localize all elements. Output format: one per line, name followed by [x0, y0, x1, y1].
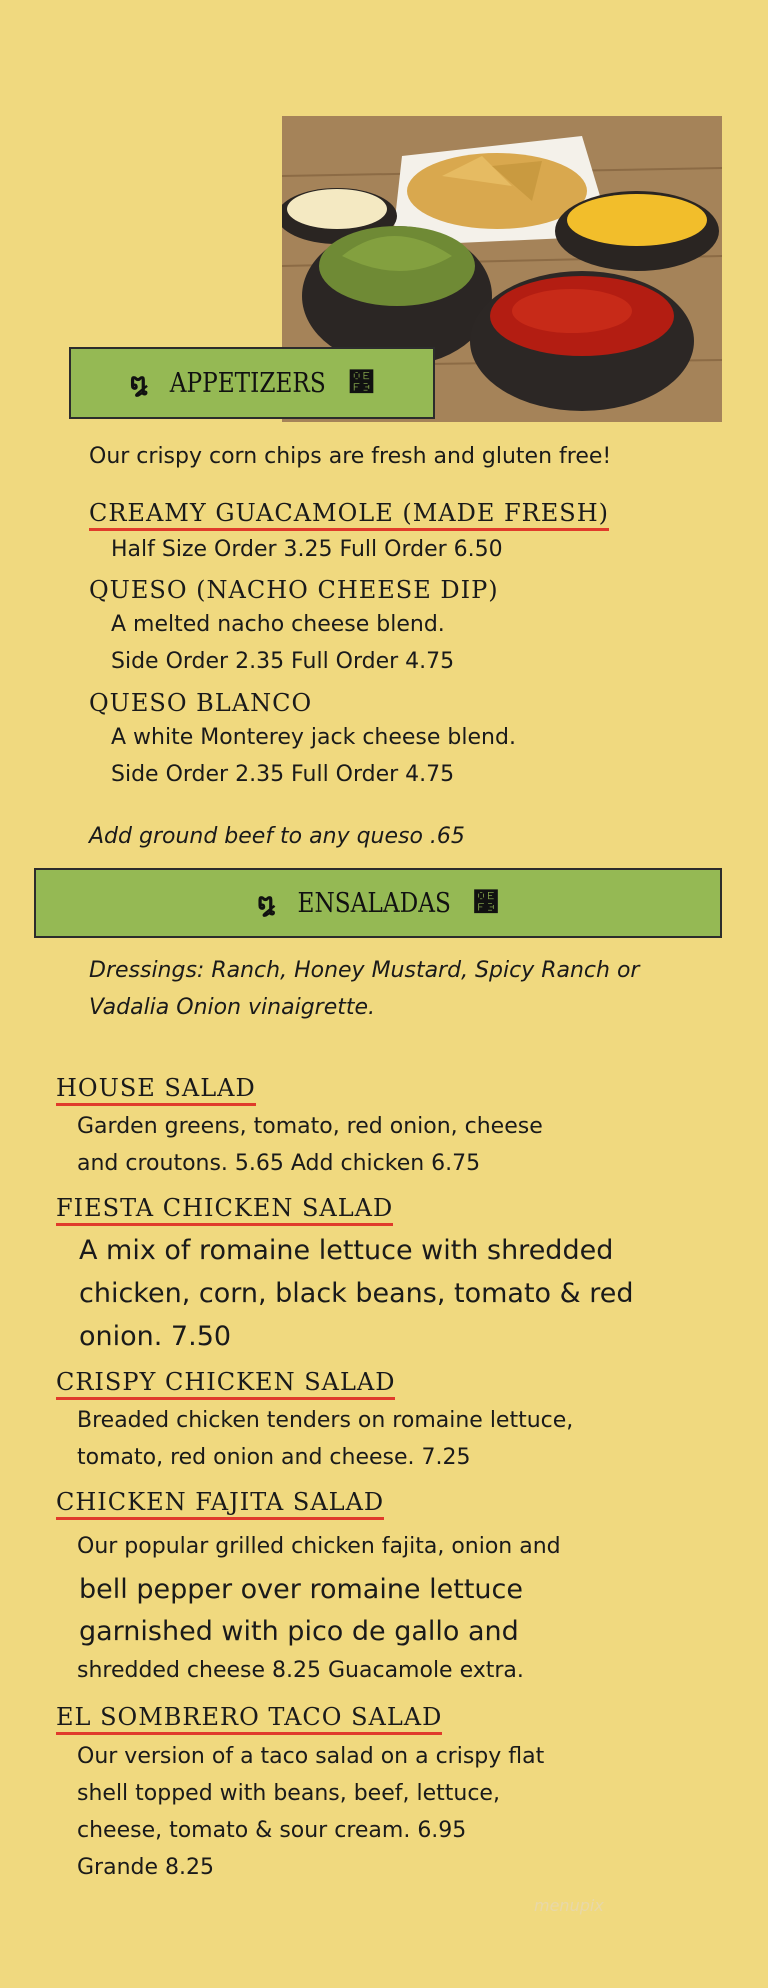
- item-name-fiesta-chicken-salad: FIESTA CHICKEN SALAD: [56, 1194, 393, 1226]
- item-desc-crispy-1: Breaded chicken tenders on romaine lettuce,: [77, 1408, 574, 1433]
- item-name-el-sombrero-taco-salad: EL SOMBRERO TACO SALAD: [56, 1703, 442, 1735]
- item-desc-house-salad-2: and croutons. 5.65 Add chicken 6.75: [77, 1151, 481, 1176]
- appetizers-banner: [69, 347, 435, 419]
- item-desc-fajita-2: bell pepper over romaine lettuce: [79, 1574, 523, 1605]
- item-price-guacamole: Half Size Order 3.25 Full Order 6.50: [111, 537, 503, 562]
- item-desc-crispy-2: tomato, red onion and cheese. 7.25: [77, 1445, 471, 1470]
- item-desc-taco-1: Our version of a taco salad on a crispy flat: [77, 1744, 545, 1769]
- ensaladas-banner: [34, 868, 722, 938]
- item-name-queso-blanco: QUESO BLANCO: [89, 689, 313, 717]
- appetizers-intro: Our crispy corn chips are fresh and gluten free!: [89, 444, 612, 469]
- item-desc-queso-blanco: A white Monterey jack cheese blend.: [111, 725, 516, 750]
- ornament-right-icon: ໳: [472, 888, 499, 918]
- item-desc-fiesta-2: chicken, corn, black beans, tomato & red: [79, 1278, 634, 1309]
- item-desc-queso: A melted nacho cheese blend.: [111, 612, 445, 637]
- item-desc-fiesta-3: onion. 7.50: [79, 1321, 232, 1352]
- item-price-queso: Side Order 2.35 Full Order 4.75: [111, 649, 455, 674]
- item-name-crispy-chicken-salad: CRISPY CHICKEN SALAD: [56, 1368, 395, 1400]
- item-price-queso-blanco: Side Order 2.35 Full Order 4.75: [111, 762, 455, 787]
- section-title-ensaladas: ENSALADAS: [297, 887, 451, 919]
- item-desc-fajita-1: Our popular grilled chicken fajita, onion and: [77, 1534, 561, 1559]
- ornament-right-icon: ໳: [348, 368, 375, 398]
- item-name-house-salad: HOUSE SALAD: [56, 1074, 256, 1106]
- item-desc-taco-2: shell topped with beans, beef, lettuce,: [77, 1781, 500, 1806]
- section-title-appetizers: APPETIZERS: [169, 367, 326, 399]
- dressings-line-2: Vadalia Onion vinaigrette.: [89, 995, 376, 1020]
- item-desc-fajita-3: garnished with pico de gallo and: [79, 1616, 519, 1647]
- item-desc-fiesta-1: A mix of romaine lettuce with shredded: [79, 1235, 614, 1266]
- ornament-left-icon: ໘: [257, 888, 275, 918]
- item-desc-taco-4: Grande 8.25: [77, 1855, 214, 1880]
- ornament-left-icon: ໘: [129, 368, 147, 398]
- item-desc-taco-3: cheese, tomato & sour cream. 6.95: [77, 1818, 467, 1843]
- item-desc-fajita-4: shredded cheese 8.25 Guacamole extra.: [77, 1658, 524, 1683]
- watermark: menupix: [534, 1896, 604, 1915]
- dressings-line-1: Dressings: Ranch, Honey Mustard, Spicy Ranch or: [89, 958, 640, 983]
- item-name-queso: QUESO (NACHO CHEESE DIP): [89, 576, 499, 604]
- item-name-guacamole: CREAMY GUACAMOLE (MADE FRESH): [89, 499, 609, 531]
- queso-beef-note: Add ground beef to any queso .65: [89, 824, 465, 849]
- item-name-chicken-fajita-salad: CHICKEN FAJITA SALAD: [56, 1488, 384, 1520]
- item-desc-house-salad-1: Garden greens, tomato, red onion, cheese: [77, 1114, 543, 1139]
